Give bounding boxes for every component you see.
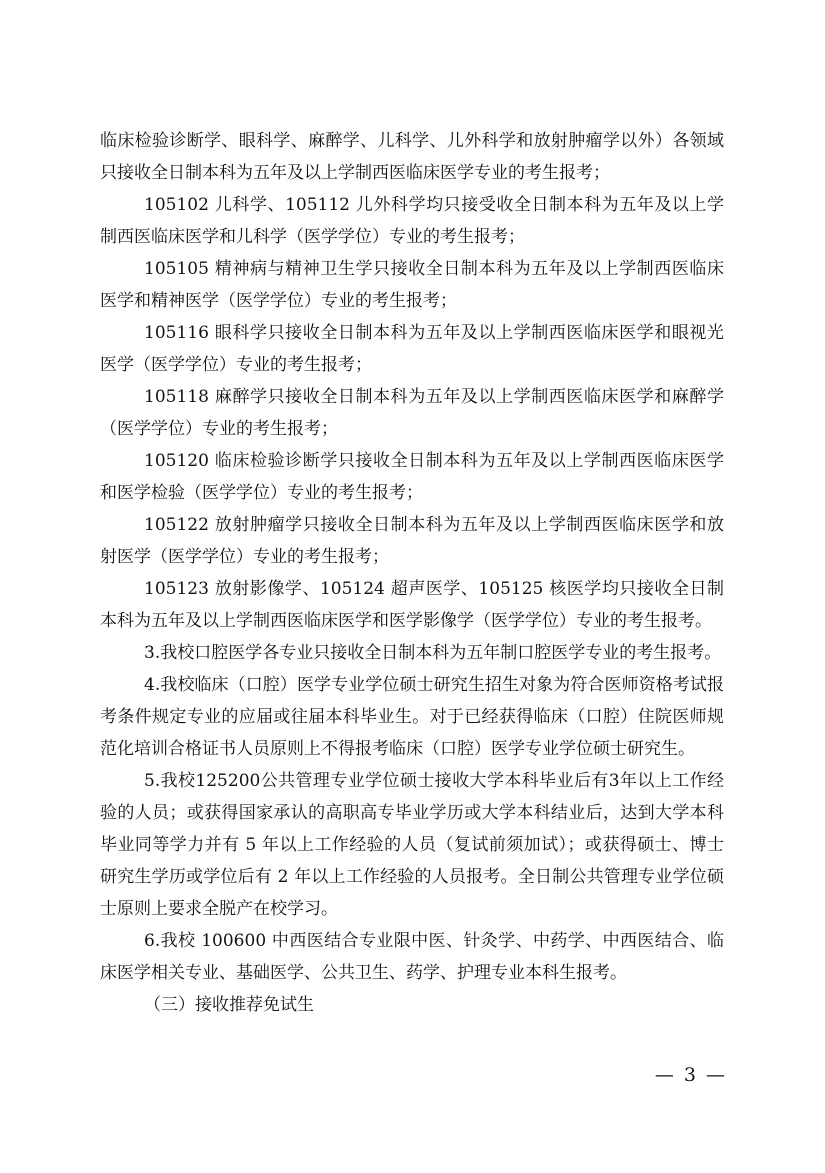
paragraph-imaging: 105123 放射影像学、105124 超声医学、105125 核医学均只接收全日制本科为五年及以上学制西医临床医学和医学影像学（医学学位）专业的考生报考。 [100, 579, 724, 631]
paragraph-ophthalmology: 105116 眼科学只接收全日制本科为五年及以上学制西医临床医学和眼视光医学（医学学位）专业的考生报考； [100, 323, 724, 375]
paragraph-item-3: 3.我校口腔医学各专业只接收全日制本科为五年制口腔医学专业的考生报考。 [144, 643, 722, 663]
paragraph-continuation: 临床检验诊断学、眼科学、麻醉学、儿科学、儿外科学和放射肿瘤学以外）各领域只接收全日制本科为五年及以上学制西医临床医学专业的考生报考； [100, 131, 724, 183]
page-number: — 3 — [654, 1064, 727, 1086]
paragraph-radiation-oncology: 105122 放射肿瘤学只接收全日制本科为五年及以上学制西医临床医学和放射医学（医学学位）专业的考生报考； [100, 515, 724, 567]
paragraph-item-6: 6.我校 100600 中西医结合专业限中医、针灸学、中药学、中西医结合、临床医学相关专业、基础医学、公共卫生、药学、护理专业本科生报考。 [100, 931, 724, 983]
paragraph-anesthesiology: 105118 麻醉学只接收全日制本科为五年及以上学制西医临床医学和麻醉学（医学学位）专业的考生报考； [100, 387, 724, 439]
paragraph-clinical-lab: 105120 临床检验诊断学只接收全日制本科为五年及以上学制西医临床医学和医学检验（医学学位）专业的考生报考； [100, 451, 724, 503]
paragraph-item-5: 5.我校125200公共管理专业学位硕士接收大学本科毕业后有3年以上工作经验的人员；或获得国家承认的高职高专毕业学历或大学本科结业后，达到大学本科毕业同等学力并有 5 年以上工作经验的人员（复试前须加试）；或获得硕士、博士研究生学历或学位后有 2 年以上工作经验的人员报考。全日制公共管理专业学位硕士原则上要求全脱产在校学习。 [100, 771, 724, 919]
paragraph-pediatrics: 105102 儿科学、105112 儿外科学均只接受收全日制本科为五年及以上学制西医临床医学和儿科学（医学学位）专业的考生报考； [100, 195, 724, 247]
paragraph-item-4: 4.我校临床（口腔）医学专业学位硕士研究生招生对象为符合医师资格考试报考条件规定专业的应届或往届本科毕业生。对于已经获得临床（口腔）住院医师规范化培训合格证书人员原则上不得报考临床（口腔）医学专业学位硕士研究生。 [100, 675, 724, 759]
section-heading: （三）接收推荐免试生 [144, 995, 314, 1015]
document-body [100, 125, 724, 1021]
paragraph-psychiatry: 105105 精神病与精神卫生学只接收全日制本科为五年及以上学制西医临床医学和精神医学（医学学位）专业的考生报考； [100, 259, 724, 311]
